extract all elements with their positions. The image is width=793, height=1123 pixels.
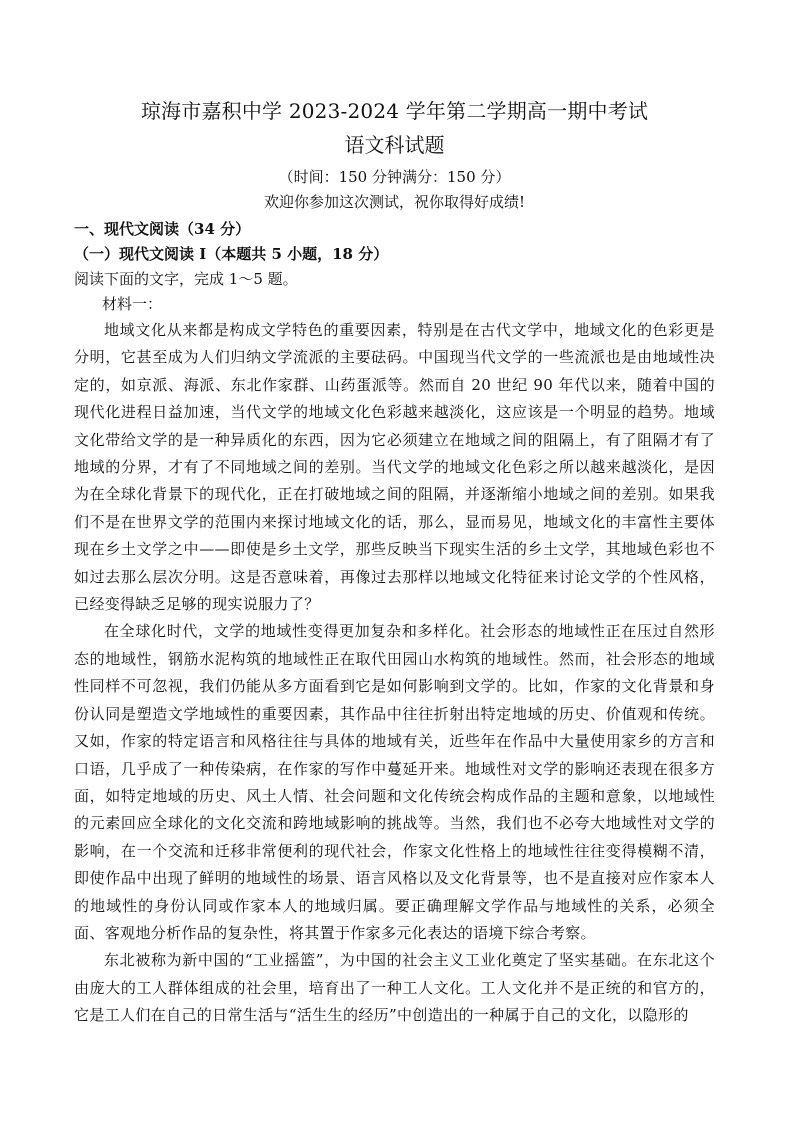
reading-instruction: 阅读下面的文字，完成 1～5 题。 [74,270,298,288]
body-paragraph-1: 地域文化从来都是构成文学特色的重要因素，特别是在古代文学中，地域文化的色彩更是分明，它甚至成为人们归纳文学流派的主要砝码。中国现当代文学的一些流派也是由地域性决定的，如京派、海派、东北作家群、山药蛋派等。然而自 20 世纪 90 年代以来，随着中国的现代化进程日益加速，当代文学的地域文化色彩越来越淡化，这应该是一个明显的趋势。地域文化带给文学的是一种异质化的东西，因为它必须建立在地域之间的阻隔上，有了阻隔才有了地域的分界，才有了不同地域之间的差别。当代文学的地域文化色彩之所以越来越淡化，是因为在全球化背景下的现代化，正在打破地域之间的阻隔，并逐渐缩小地域之间的差别。如果我们不是在世界文学的范围内来探讨地域文化的话，那么，显而易见，地域文化的丰富性主要体现在乡土文学之中——即使是乡土文学，那些反映当下现实生活的乡土文学，其地域色彩也不如过去那么层次分明。这是否意味着，再像过去那样以地域文化特征来讨论文学的个性风格，已经变得缺乏足够的现实说服力了？ [74,321,715,614]
body-paragraph-2: 在全球化时代，文学的地域性变得更加复杂和多样化。社会形态的地域性正在压过自然形态的地域性，钢筋水泥构筑的地域性正在取代田园山水构筑的地域性。然而，社会形态的地域性同样不可忽视，我们仍能从多方面看到它是如何影响到文学的。比如，作家的文化背景和身份认同是塑造文学地域性的重要因素，其作品中往往折射出特定地域的历史、价值观和传统。又如，作家的特定语言和风格往往与具体的地域有关，近些年在作品中大量使用家乡的方言和口语，几乎成了一种传染病，在作家的写作中蔓延开来。地域性对文学的影响还表现在很多方面，如特定地域的历史、风土人情、社会问题和文化传统会构成作品的主题和意象，以地域性的元素回应全球化的文化交流和跨地域影响的挑战等。当然，我们也不必夸大地域性对文学的影响，在一个交流和迁移非常便利的现代社会，作家文化性格上的地域性往往变得模糊不清，即使作品中出现了鲜明的地域性的场景、语言风格以及文化背景等，也不是直接对应作家本人的地域性的身份认同或作家本人的地域归属。要正确理解文学作品与地域性的关系，必须全面、客观地分析作品的复杂性，将其置于作家多元化表达的语境下综合考察。 [74,622,715,942]
exam-subtitle: 语文科试题 [344,133,445,157]
exam-title: 琼海市嘉积中学 2023-2024 学年第二学期高一期中考试 [140,99,649,123]
subsection-heading: （一）现代文阅读 I（本题共 5 小题，18 分） [74,245,389,263]
welcome-message: 欢迎你参加这次测试，祝你取得好成绩! [263,193,526,211]
material-label: 材料一： [102,295,163,313]
body-paragraph-3: 东北被称为新中国的“工业摇篮”，为中国的社会主义工业化奠定了坚实基础。在东北这个由庞大的工人群体组成的社会里，培育出了一种工人文化。工人文化并不是正统的和官方的，它是工人们在自己的日常生活与“活生生的经历”中创造出的一种属于自己的文化，以隐形的 [74,951,715,1025]
exam-time-info: （时间：150 分钟满分：150 分） [278,168,511,186]
section-heading: 一、现代文阅读（34 分） [74,220,251,238]
